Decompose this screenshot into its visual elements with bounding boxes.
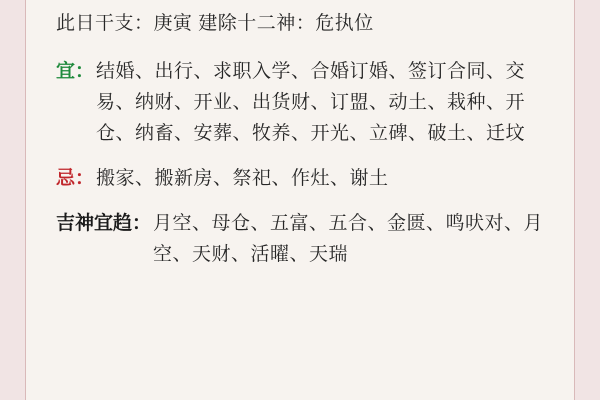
section-yi-label: 宜： (56, 61, 95, 82)
section-yi (56, 56, 548, 149)
section-jishen-label: 吉神宜趋： (56, 213, 152, 234)
left-border-strip (0, 0, 26, 400)
section-jishen (56, 208, 548, 270)
right-border-line (574, 0, 575, 400)
content-area (26, 0, 574, 400)
ganzhi-header-line: 此日干支：庚寅 建除十二神：危执位 (56, 13, 374, 34)
section-jishen-text: 月空、母仓、五富、五合、金匮、鸣吠对、月空、天财、活曜、天瑞 (153, 213, 544, 265)
right-border-strip (574, 0, 600, 400)
section-ji-text: 搬家、搬新房、祭祀、作灶、谢土 (96, 168, 389, 189)
section-ji (56, 163, 548, 194)
section-yi-text: 结婚、出行、求职入学、合婚订婚、签订合同、交易、纳财、开业、出货财、订盟、动土、栽种、开仓、纳畜、安葬、牧养、开光、立碑、破土、迁坟 (96, 61, 526, 144)
section-ji-label: 忌： (56, 168, 95, 189)
